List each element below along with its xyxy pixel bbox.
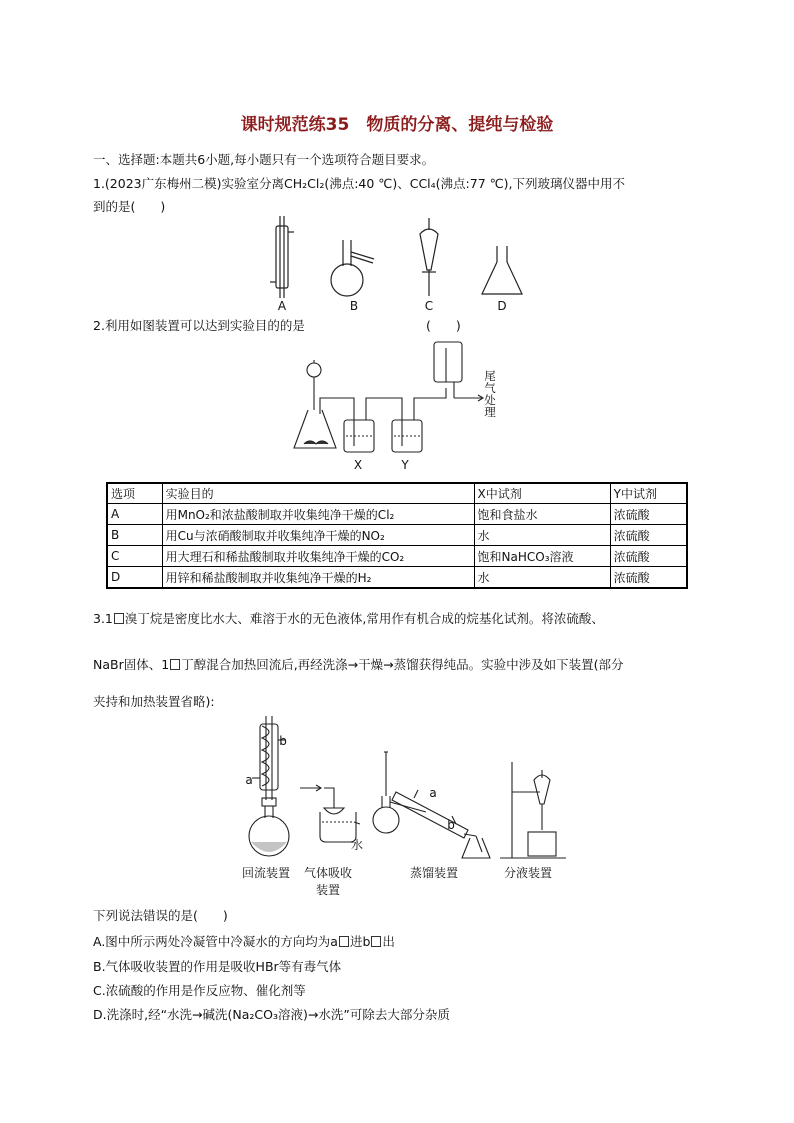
table-row	[107, 567, 687, 589]
table-cell: 浓硫酸	[610, 525, 687, 546]
section-header: 一、选择题:本题共6小题,每小题只有一个选项符合题目要求。	[93, 152, 435, 167]
table-cell: B	[107, 525, 162, 546]
round-bottom-flask-icon	[249, 798, 289, 856]
q2-label-y: Y	[401, 458, 409, 472]
separate-caption: 分液装置	[503, 866, 552, 880]
table-header: 实验目的	[162, 483, 474, 504]
table-row	[107, 525, 687, 546]
q1-label-d: D	[497, 299, 507, 313]
q3-label-b: b	[279, 734, 287, 748]
dropping-funnel-icon	[307, 360, 321, 410]
table-header: Y中试剂	[610, 483, 687, 504]
table-header: 选项	[107, 483, 162, 504]
q2-options-table	[106, 482, 688, 589]
missing-glyph-box	[170, 659, 180, 670]
gas-absorption-icon	[300, 785, 360, 842]
q3-label-a: a	[245, 773, 253, 787]
q2-stem: 2.利用如图装置可以达到实验目的的是	[93, 318, 305, 333]
wash-bottle-x-icon	[344, 406, 374, 452]
q3-stem-line1	[93, 609, 604, 627]
table-cell: C	[107, 546, 162, 567]
q1-stem-line1: 1.(2023广东梅州二模)实验室分离CH₂Cl₂(沸点:40 ℃)、CCl₄(沸点:77 ℃),下列玻璃仪器中用不	[93, 176, 626, 191]
absorb-caption-1: 气体吸收	[303, 866, 352, 880]
condenser-icon	[270, 216, 294, 298]
q2-tail-gas-label: 尾气处理	[484, 369, 496, 419]
q3-option-c: C.浓硫酸的作用是作反应物、催化剂等	[93, 983, 306, 998]
wash-bottle-y-icon	[392, 406, 422, 452]
missing-glyph-box	[371, 936, 381, 947]
q3-stem-line3: 夹持和加热装置省略):	[93, 694, 215, 709]
table-cell: 水	[474, 567, 610, 589]
q3-option-d: D.洗涤时,经“水洗→碱洗(Na₂CO₃溶液)→水洗”可除去大部分杂质	[93, 1007, 450, 1022]
missing-glyph-box	[339, 936, 349, 947]
table-cell: 浓硫酸	[610, 567, 687, 589]
table-cell: 用大理石和稀盐酸制取并收集纯净干燥的CO₂	[162, 546, 474, 567]
table-cell: 饱和食盐水	[474, 504, 610, 525]
absorb-caption-2: 装置	[315, 883, 340, 897]
q3-text: 丁醇混合加热回流后,再经洗涤→干燥→蒸馏获得纯品。实验中涉及如下装置(部分	[181, 657, 624, 672]
table-header: X中试剂	[474, 483, 610, 504]
conical-flask-icon	[482, 246, 522, 294]
table-cell: 浓硫酸	[610, 504, 687, 525]
q3-label-b2: b	[447, 818, 455, 832]
q1-label-a: A	[277, 299, 287, 313]
table-cell: 浓硫酸	[610, 546, 687, 567]
table-cell: 用Cu与浓硝酸制取并收集纯净干燥的NO₂	[162, 525, 474, 546]
distillation-flask-icon	[331, 240, 374, 296]
table-cell: 水	[474, 525, 610, 546]
q3-question: 下列说法错误的是( )	[93, 908, 228, 923]
q3-text: 3.1	[93, 611, 113, 626]
reaction-flask-icon	[294, 410, 336, 448]
q3-option-b: B.气体吸收装置的作用是吸收HBr等有毒气体	[93, 959, 342, 974]
separation-apparatus-icon	[500, 762, 566, 858]
table-cell: 用锌和稀盐酸制取并收集纯净干燥的H₂	[162, 567, 474, 589]
table-cell: 用MnO₂和浓盐酸制取并收集纯净干燥的Cl₂	[162, 504, 474, 525]
separatory-funnel-icon	[420, 218, 438, 296]
table-cell: A	[107, 504, 162, 525]
table-cell: D	[107, 567, 162, 589]
q2-label-x: X	[353, 458, 363, 472]
q2-answer-paren: ( )	[426, 318, 461, 333]
table-row	[107, 504, 687, 525]
q1-label-b: B	[349, 299, 359, 313]
reflux-caption: 回流装置	[241, 866, 290, 880]
reflux-condenser-icon	[252, 716, 286, 800]
q3-label-water: 水	[350, 838, 363, 852]
page-title: 课时规范练35 物质的分离、提纯与检验	[240, 115, 554, 135]
q3-stem-line2	[93, 655, 624, 673]
distill-caption: 蒸馏装置	[409, 866, 458, 880]
q3-option-text: 出	[382, 934, 395, 949]
q3-option-a	[93, 932, 395, 950]
q3-option-text: 进b	[349, 934, 371, 949]
q3-option-text: A.图中所示两处冷凝管中冷凝水的方向均为a	[93, 934, 338, 949]
collection-bottle-icon	[434, 342, 462, 398]
table-header-row	[107, 483, 687, 504]
q3-label-a2: a	[429, 786, 437, 800]
q1-label-c: C	[424, 299, 434, 313]
q2-apparatus-figure	[290, 338, 490, 460]
table-cell: 饱和NaHCO₃溶液	[474, 546, 610, 567]
missing-glyph-box	[114, 613, 124, 624]
q1-stem-line2: 到的是( )	[93, 199, 166, 214]
q3-text: NaBr固体、1	[93, 657, 170, 672]
table-row	[107, 546, 687, 567]
distillation-apparatus-icon	[373, 752, 490, 858]
q3-text: 溴丁烷是密度比水大、难溶于水的无色液体,常用作有机合成的烷基化试剂。将浓硫酸、	[124, 611, 604, 626]
